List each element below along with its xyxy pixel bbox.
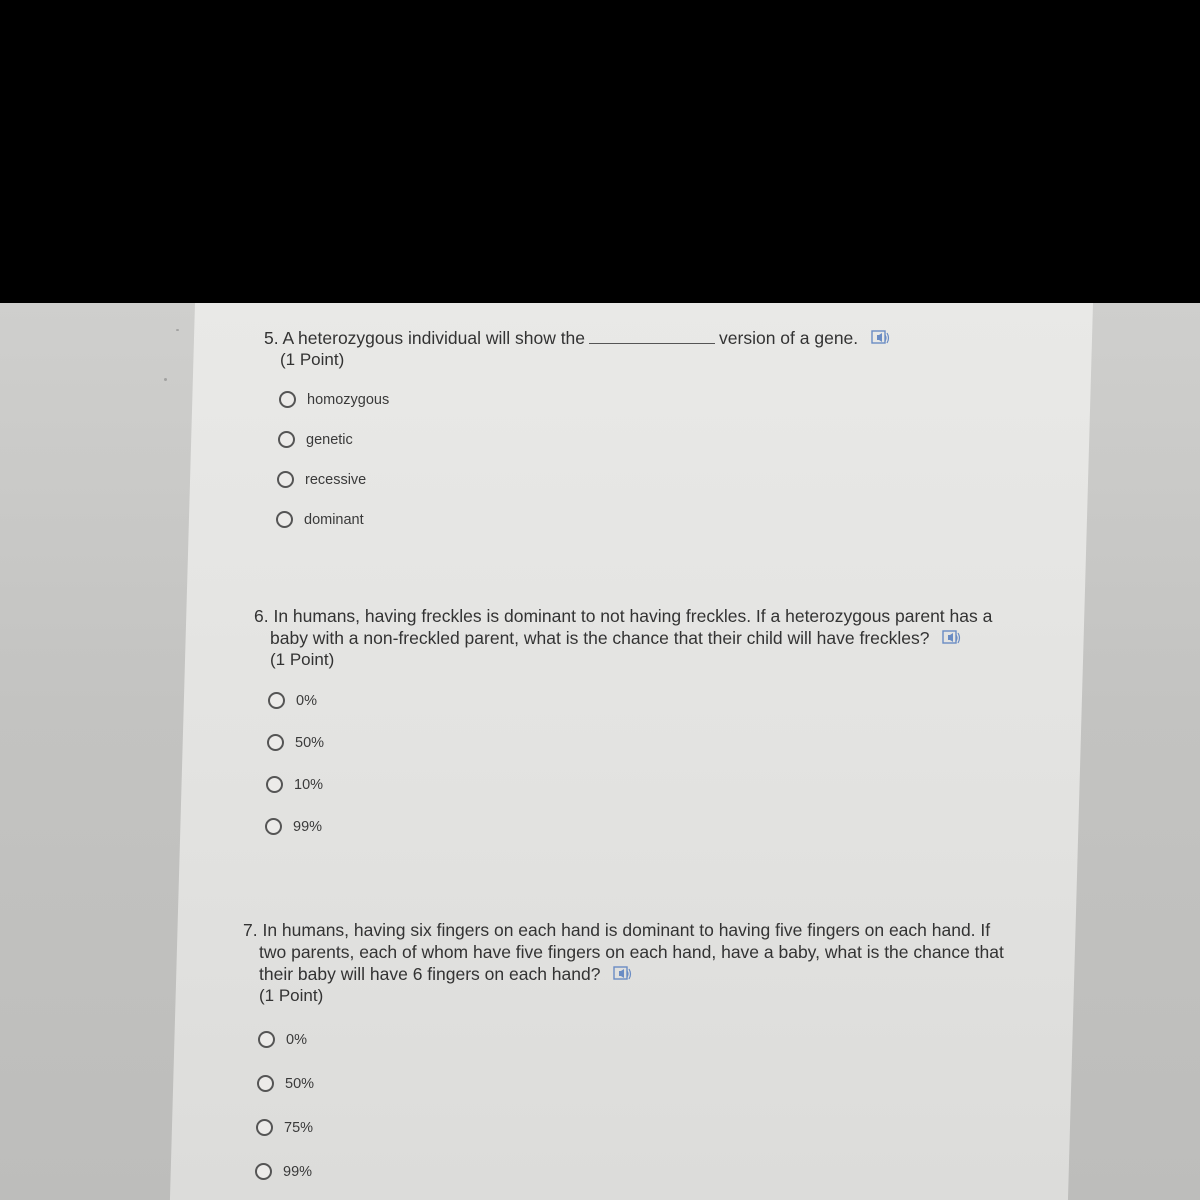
q6-option-50[interactable]	[267, 734, 324, 751]
radio-button[interactable]	[277, 471, 294, 488]
q7-option-99[interactable]	[255, 1163, 312, 1180]
radio-button[interactable]	[278, 431, 295, 448]
q6-option-0[interactable]	[268, 692, 317, 709]
immersive-reader-icon[interactable]	[942, 629, 962, 645]
option-label: 50%	[295, 734, 325, 751]
immersive-reader-icon[interactable]	[871, 329, 891, 345]
q6-option-99[interactable]	[265, 818, 322, 835]
question-7-line-1: 7. In humans, having six fingers on each hand is dominant to having five fingers on each hand. If	[243, 920, 991, 940]
screen-smudge	[164, 378, 167, 381]
question-7-points: (1 Point)	[259, 986, 324, 1005]
option-label: 99%	[283, 1163, 313, 1180]
option-label: dominant	[304, 511, 364, 528]
radio-button[interactable]	[265, 818, 282, 835]
immersive-reader-icon[interactable]	[613, 965, 633, 981]
option-label: 0%	[286, 1031, 307, 1048]
radio-button[interactable]	[266, 776, 283, 793]
option-label: 99%	[293, 818, 323, 835]
radio-button[interactable]	[279, 391, 296, 408]
option-label: genetic	[306, 431, 353, 448]
radio-button[interactable]	[257, 1075, 274, 1092]
option-label: 10%	[294, 776, 324, 793]
question-5-title	[264, 327, 891, 349]
question-6-line-1: 6. In humans, having freckles is dominant to not having freckles. If a heterozygous parent has a	[254, 606, 993, 626]
question-7-line-2: two parents, each of whom have five fingers on each hand, have a baby, what is the chance that	[259, 942, 1004, 962]
radio-button[interactable]	[258, 1031, 275, 1048]
radio-button[interactable]	[255, 1163, 272, 1180]
radio-button[interactable]	[256, 1119, 273, 1136]
q7-option-75[interactable]	[256, 1119, 313, 1136]
option-label: 75%	[284, 1119, 314, 1136]
radio-button[interactable]	[267, 734, 284, 751]
question-6	[254, 605, 992, 671]
q5-option-homozygous[interactable]	[279, 391, 389, 408]
option-label: recessive	[305, 471, 367, 488]
q7-option-50[interactable]	[257, 1075, 314, 1092]
q5-option-recessive[interactable]	[277, 471, 366, 488]
question-6-text: baby with a non-freckled parent, what is the chance that their child will have freckles?	[270, 628, 930, 648]
question-5-blank	[589, 329, 715, 344]
radio-button[interactable]	[276, 511, 293, 528]
question-5	[264, 327, 891, 371]
screen-smudge	[176, 329, 179, 331]
question-6-points: (1 Point)	[270, 650, 335, 669]
question-5-text-after: version of a gene.	[719, 328, 859, 348]
question-7	[243, 919, 1004, 1007]
question-5-text-before: 5. A heterozygous individual will show the	[264, 328, 586, 348]
question-5-points: (1 Point)	[280, 350, 345, 369]
q6-option-10[interactable]	[266, 776, 323, 793]
option-label: 0%	[296, 692, 317, 709]
radio-button[interactable]	[268, 692, 285, 709]
question-7-text: their baby will have 6 fingers on each hand?	[259, 964, 601, 984]
option-label: 50%	[285, 1075, 315, 1092]
q7-option-0[interactable]	[258, 1031, 307, 1048]
option-label: homozygous	[307, 391, 390, 408]
question-7-line-3	[259, 963, 1004, 985]
question-6-line-2	[270, 627, 992, 649]
q5-option-dominant[interactable]	[276, 511, 364, 528]
q5-option-genetic[interactable]	[278, 431, 353, 448]
